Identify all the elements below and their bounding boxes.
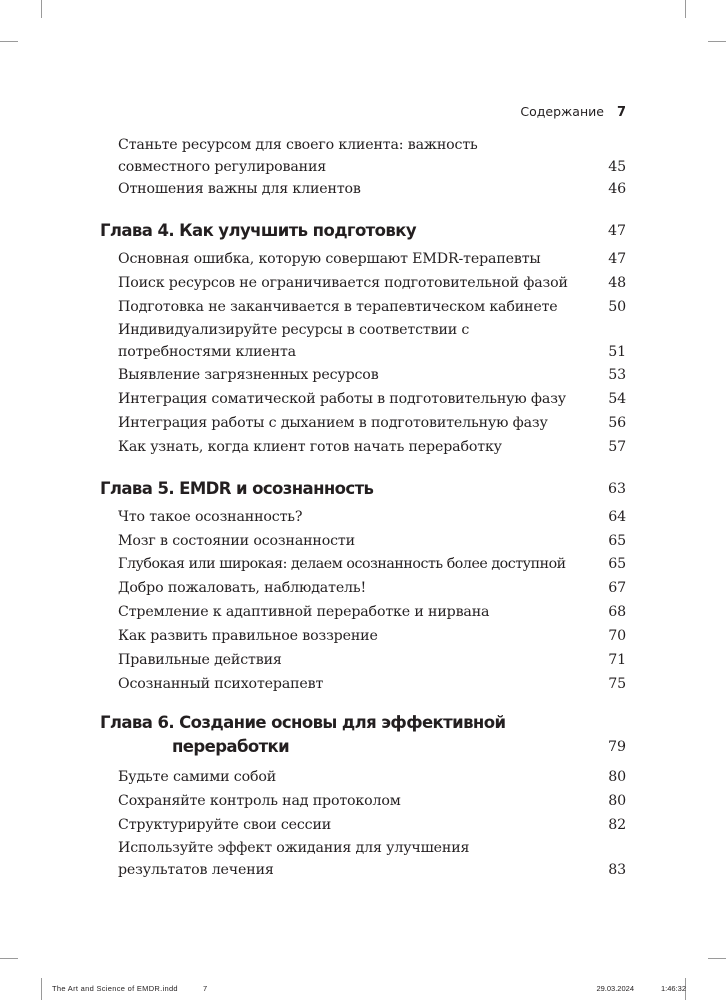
crop-mark — [708, 958, 726, 959]
toc-chapter-4[interactable] — [100, 219, 626, 243]
toc-entry[interactable] — [118, 766, 626, 788]
toc-entry-title: Правильные действия — [118, 652, 282, 668]
toc-entry-page: 70 — [608, 628, 626, 644]
toc-chapter-title-line1: Глава 6. Создание основы для эффективной — [100, 713, 506, 732]
toc-entry-page: 46 — [608, 181, 626, 197]
toc-entry-page: 56 — [608, 415, 626, 431]
toc-entry[interactable] — [118, 248, 626, 270]
toc-entry-title: Сохраняйте контроль над протоколом — [118, 793, 401, 809]
toc-entry-title: Интеграция соматической работы в подготовительную фазу — [118, 391, 566, 407]
toc-entry-page: 51 — [608, 344, 626, 360]
toc-entry-title: Что такое осознанность? — [118, 509, 303, 525]
toc-chapter-6[interactable] — [100, 711, 626, 759]
slug-page: 7 — [203, 984, 208, 993]
toc-entry-title: Глубокая или широкая: делаем осознанность более доступной — [118, 556, 566, 572]
toc-entry-page: 71 — [608, 652, 626, 668]
toc-entry-page: 83 — [608, 862, 626, 878]
toc-chapter-page: 47 — [607, 223, 626, 239]
toc-entry-title: Мозг в состоянии осознанности — [118, 533, 355, 549]
toc-entry-title: Основная ошибка, которую совершают EMDR-терапевты — [118, 251, 541, 267]
toc-entry-page: 80 — [608, 769, 626, 785]
toc-entry-title: Структурируйте свои сессии — [118, 817, 332, 833]
toc-entry-page: 82 — [608, 817, 626, 833]
toc-entry[interactable] — [118, 296, 626, 318]
toc-entry-title: Отношения важны для клиентов — [118, 181, 361, 197]
toc-entry-title: Будьте самими собой — [118, 769, 277, 785]
toc-chapter-title: Глава 4. Как улучшить подготовку — [100, 221, 416, 240]
toc-entry-page: 50 — [608, 299, 626, 315]
toc-entry[interactable] — [118, 553, 626, 575]
toc-entry[interactable] — [118, 134, 626, 178]
slug-filename: The Art and Science of EMDR.indd — [52, 984, 178, 993]
toc-entry[interactable] — [118, 364, 626, 386]
toc-entry-title: Как узнать, когда клиент готов начать переработку — [118, 439, 502, 455]
toc-entry-title: Интеграция работы с дыханием в подготовительную фазу — [118, 415, 548, 431]
toc-chapter-5[interactable] — [100, 477, 626, 501]
toc-entry-title: Индивидуализируйте ресурсы в соответствии с потребностями клиента — [118, 322, 470, 360]
slug-date: 29.03.2024 — [596, 984, 634, 993]
toc-entry[interactable] — [118, 506, 626, 528]
toc-entry[interactable] — [118, 412, 626, 434]
toc-entry-title: Выявление загрязненных ресурсов — [118, 367, 379, 383]
toc-chapter-page: 79 — [607, 739, 626, 755]
running-head-section: Содержание — [520, 104, 604, 119]
toc-entry-page: 75 — [608, 676, 626, 692]
toc-entry[interactable] — [118, 577, 626, 599]
toc-entry-page: 45 — [608, 159, 626, 175]
crop-mark — [0, 958, 18, 959]
toc-entry[interactable] — [118, 178, 626, 200]
running-head-page-number: 7 — [616, 105, 626, 120]
toc-entry-page: 67 — [608, 580, 626, 596]
toc-entry-page: 47 — [608, 251, 626, 267]
crop-mark — [685, 0, 686, 18]
toc-entry[interactable] — [118, 319, 626, 363]
toc-entry-page: 53 — [608, 367, 626, 383]
toc-entry-page: 54 — [608, 391, 626, 407]
toc-entry[interactable] — [118, 388, 626, 410]
toc-entry[interactable] — [118, 814, 626, 836]
toc-entry-title: Стремление к адаптивной переработке и нирвана — [118, 604, 490, 620]
toc-entry[interactable] — [118, 601, 626, 623]
toc-entry-page: 64 — [608, 509, 626, 525]
toc-entry-title: Добро пожаловать, наблюдатель! — [118, 580, 367, 596]
toc-entry-page: 65 — [608, 533, 626, 549]
toc-chapter-title: Глава 5. EMDR и осознанность — [100, 479, 374, 498]
toc-entry[interactable] — [118, 673, 626, 695]
crop-mark — [41, 978, 42, 1000]
toc-entry-title: Станьте ресурсом для своего клиента: важность совместного регулирования — [118, 137, 478, 175]
toc-entry-title: Используйте эффект ожидания для улучшения результатов лечения — [118, 840, 470, 878]
toc-entry[interactable] — [118, 837, 626, 881]
slug-time: 1:46:32 — [660, 984, 686, 993]
running-head — [470, 104, 626, 120]
toc-entry-page: 68 — [608, 604, 626, 620]
crop-mark — [0, 41, 18, 42]
toc-entry[interactable] — [118, 272, 626, 294]
toc-entry-title: Подготовка не заканчивается в терапевтическом кабинете — [118, 299, 558, 315]
toc-entry[interactable] — [118, 530, 626, 552]
toc-entry[interactable] — [118, 625, 626, 647]
toc-entry-title: Поиск ресурсов не ограничивается подготовительной фазой — [118, 275, 568, 291]
toc-entry[interactable] — [118, 649, 626, 671]
toc-entry-page: 57 — [608, 439, 626, 455]
toc-entry[interactable] — [118, 790, 626, 812]
toc-entry-title: Как развить правильное воззрение — [118, 628, 378, 644]
toc-entry[interactable] — [118, 436, 626, 458]
print-slug — [52, 984, 686, 996]
toc-chapter-title-line2: переработки — [172, 737, 290, 756]
toc-entry-title: Осознанный психотерапевт — [118, 676, 324, 692]
toc-entry-page: 80 — [608, 793, 626, 809]
toc-entry-page: 65 — [608, 556, 626, 572]
toc-entry-page: 48 — [608, 275, 626, 291]
crop-mark — [708, 41, 726, 42]
crop-mark — [41, 0, 42, 18]
toc-chapter-page: 63 — [607, 481, 626, 497]
